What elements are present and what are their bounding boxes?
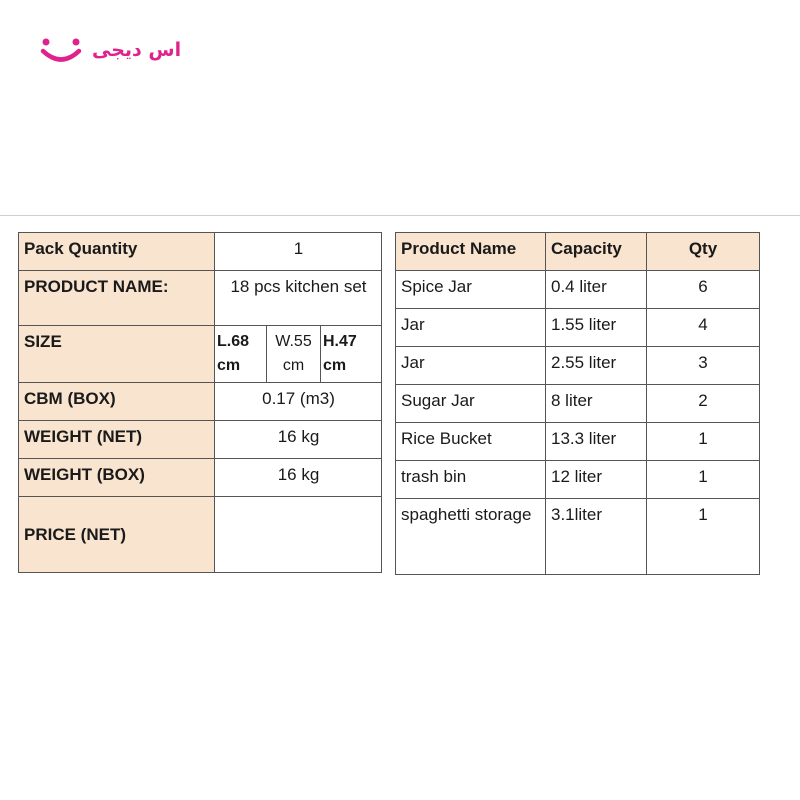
table-row bbox=[19, 271, 382, 326]
capacity-cell: 0.4 liter bbox=[546, 271, 647, 309]
price-net-value bbox=[215, 497, 382, 573]
qty-cell: 2 bbox=[647, 385, 760, 423]
table-row bbox=[396, 423, 760, 461]
pack-spec-table bbox=[18, 232, 382, 573]
table-row bbox=[396, 347, 760, 385]
weight-box-label: WEIGHT (BOX) bbox=[19, 459, 215, 497]
product-name-label: PRODUCT NAME: bbox=[19, 271, 215, 326]
size-length: L.68 cm bbox=[215, 326, 267, 383]
product-name-cell: Sugar Jar bbox=[396, 385, 546, 423]
capacity-cell: 12 liter bbox=[546, 461, 647, 499]
qty-cell: 1 bbox=[647, 461, 760, 499]
product-name-cell: spaghetti storage bbox=[396, 499, 546, 575]
qty-cell: 4 bbox=[647, 309, 760, 347]
size-label: SIZE bbox=[19, 326, 215, 383]
table-header-row bbox=[396, 233, 760, 271]
product-name-cell: Jar bbox=[396, 309, 546, 347]
table-row bbox=[19, 233, 382, 271]
table-row bbox=[396, 309, 760, 347]
brand-logo[interactable] bbox=[40, 30, 181, 70]
cbm-value: 0.17 (m3) bbox=[215, 383, 382, 421]
table-row bbox=[396, 271, 760, 309]
table-row bbox=[19, 497, 382, 573]
capacity-cell: 8 liter bbox=[546, 385, 647, 423]
column-header-product-name: Product Name bbox=[396, 233, 546, 271]
table-row bbox=[19, 421, 382, 459]
capacity-cell: 2.55 liter bbox=[546, 347, 647, 385]
column-header-capacity: Capacity bbox=[546, 233, 647, 271]
product-name-cell: trash bin bbox=[396, 461, 546, 499]
capacity-cell: 3.1liter bbox=[546, 499, 647, 575]
products-table bbox=[395, 232, 760, 575]
size-height: H.47 cm bbox=[321, 326, 382, 383]
table-row bbox=[19, 326, 382, 383]
qty-cell: 1 bbox=[647, 499, 760, 575]
qty-cell: 6 bbox=[647, 271, 760, 309]
table-row bbox=[19, 459, 382, 497]
product-name-cell: Rice Bucket bbox=[396, 423, 546, 461]
product-name-cell: Spice Jar bbox=[396, 271, 546, 309]
weight-box-value: 16 kg bbox=[215, 459, 382, 497]
capacity-cell: 1.55 liter bbox=[546, 309, 647, 347]
table-row bbox=[19, 383, 382, 421]
pack-quantity-label: Pack Quantity bbox=[19, 233, 215, 271]
size-width: W.55 cm bbox=[267, 326, 321, 383]
product-name-value: 18 pcs kitchen set bbox=[215, 271, 382, 326]
product-name-cell: Jar bbox=[396, 347, 546, 385]
brand-name: اس دیجی bbox=[92, 39, 182, 61]
table-row bbox=[396, 461, 760, 499]
qty-cell: 3 bbox=[647, 347, 760, 385]
header-divider bbox=[0, 215, 800, 216]
weight-net-value: 16 kg bbox=[215, 421, 382, 459]
column-header-qty: Qty bbox=[647, 233, 760, 271]
table-row bbox=[396, 499, 760, 575]
table-row bbox=[396, 385, 760, 423]
price-net-label: PRICE (NET) bbox=[19, 497, 215, 573]
capacity-cell: 13.3 liter bbox=[546, 423, 647, 461]
qty-cell: 1 bbox=[647, 423, 760, 461]
smile-icon bbox=[40, 34, 82, 66]
cbm-label: CBM (BOX) bbox=[19, 383, 215, 421]
weight-net-label: WEIGHT (NET) bbox=[19, 421, 215, 459]
pack-quantity-value: 1 bbox=[215, 233, 382, 271]
